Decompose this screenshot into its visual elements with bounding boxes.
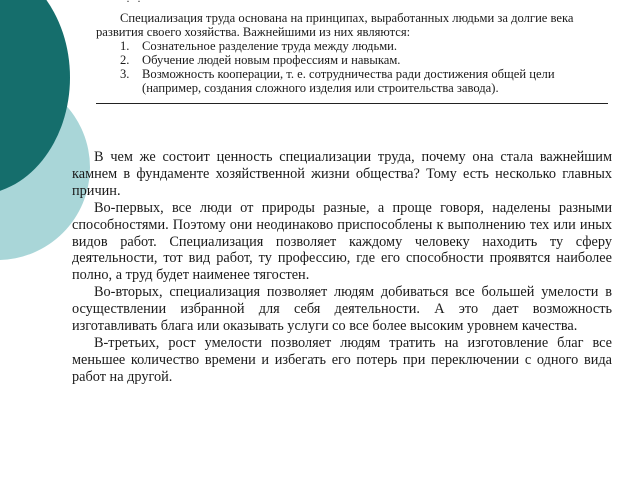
list-item	[96, 67, 608, 95]
top-dots: · ·	[126, 0, 143, 8]
principles-list	[96, 39, 608, 95]
paragraph-second-reason: Во-вторых, специализация позволяет людям добиваться все большей умелости в осуществлении избранной для себя деятельности. А это дает возможность изготавливать блага или оказывать услуги со все более высоким уровнем качества.	[72, 284, 612, 335]
main-text	[72, 149, 612, 386]
paragraph-intro: В чем же состоит ценность специализации труда, почему она стала важнейшим камнем в фундаменте хозяйственной жизни общества? Тому есть несколько главных причин.	[72, 149, 612, 199]
list-number: 3.	[120, 67, 130, 81]
list-item	[96, 53, 608, 67]
principles-block	[96, 0, 608, 95]
list-number: 1.	[120, 39, 130, 53]
paragraph-first-reason: Во-первых, все люди от природы разные, а проще говоря, наделены разными способностями. Поэтому они неодинаково приспособлены к выполнению тех или иных видов работ. Специализация позволяет каждому человеку находить ту сферу деятельности, тот вид работ, ту профессию, где его способности проявятся наиболее полно, а труд будет наименее тягостен.	[72, 199, 612, 284]
list-number: 2.	[120, 53, 130, 67]
list-text: Возможность кооперации, т. е. сотрудничества ради достижения общей цели (например, создания сложного изделия или строительства завода).	[142, 67, 555, 95]
list-item	[96, 39, 608, 53]
principles-intro: Специализация труда основана на принципах, выработанных людьми за долгие века развития своего хозяйства. Важнейшими из них являются:	[96, 11, 574, 39]
paragraph-third-reason: В-третьих, рост умелости позволяет людям тратить на изготовление благ все меньшее количество времени и избегать его потерь при переключении с одного вида работ на другой.	[72, 334, 612, 385]
divider	[96, 103, 608, 104]
list-text: Обучение людей новым профессиям и навыкам.	[142, 53, 401, 67]
list-text: Сознательное разделение труда между людьми.	[142, 39, 398, 53]
